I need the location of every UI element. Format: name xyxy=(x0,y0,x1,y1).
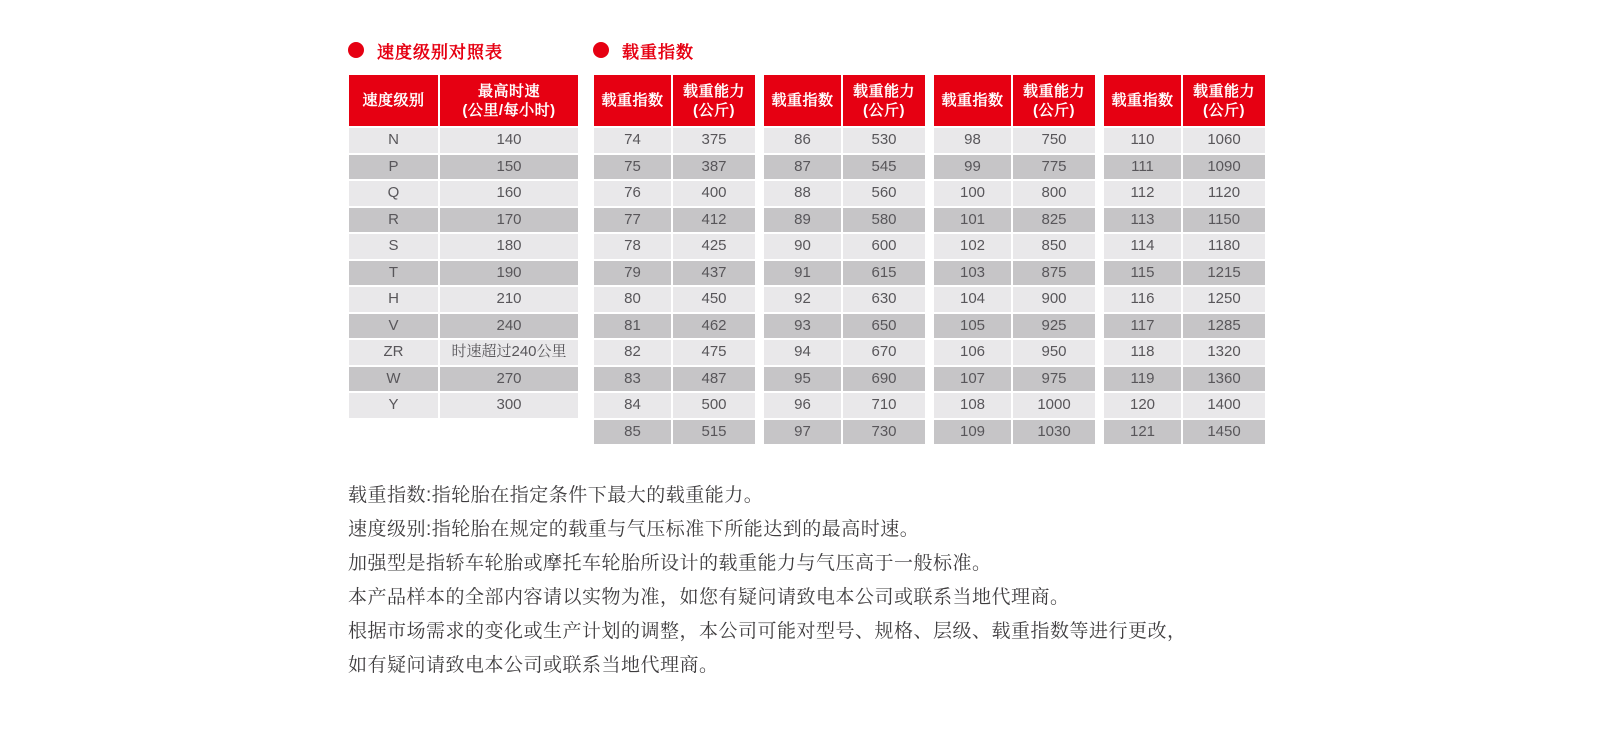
load-capacity-header-line2: (公斤) xyxy=(1203,101,1245,119)
load-capacity-cell: 1450 xyxy=(1182,419,1266,446)
table-row xyxy=(593,392,756,419)
red-dot-icon xyxy=(348,42,364,58)
table-row xyxy=(593,127,756,154)
load-capacity-header-line2: (公斤) xyxy=(693,101,735,119)
table-row xyxy=(1103,366,1266,393)
table-row xyxy=(593,313,756,340)
load-capacity-header-line1: 载重能力 xyxy=(1192,82,1255,100)
load-index-cell: 77 xyxy=(593,207,672,234)
footnote-line: 载重指数:指轮胎在指定条件下最大的载重能力。 xyxy=(348,485,764,506)
load-index-cell: 103 xyxy=(933,260,1012,287)
load-index-cell: 113 xyxy=(1103,207,1182,234)
table-header-row xyxy=(763,74,926,127)
load-index-cell: 84 xyxy=(593,392,672,419)
load-table-body xyxy=(933,127,1096,445)
footnotes xyxy=(348,479,1187,683)
load-index-cell: 86 xyxy=(763,127,842,154)
table-header-row xyxy=(1103,74,1266,127)
footnote-line: 如有疑问请致电本公司或联系当地代理商。 xyxy=(348,655,719,676)
table-row xyxy=(763,313,926,340)
load-capacity-cell: 850 xyxy=(1012,233,1096,260)
table-row xyxy=(933,366,1096,393)
load-capacity-cell: 462 xyxy=(672,313,756,340)
load-table-pairs xyxy=(593,74,1266,445)
load-capacity-cell: 670 xyxy=(842,339,926,366)
load-capacity-cell: 1215 xyxy=(1182,260,1266,287)
load-capacity-header-cell xyxy=(1012,74,1096,127)
load-capacity-cell: 450 xyxy=(672,286,756,313)
table-row xyxy=(593,419,756,446)
table-header-row xyxy=(593,74,756,127)
load-index-cell: 79 xyxy=(593,260,672,287)
speed-table-header xyxy=(348,74,579,127)
load-capacity-cell: 730 xyxy=(842,419,926,446)
load-index-cell: 108 xyxy=(933,392,1012,419)
load-capacity-cell: 650 xyxy=(842,313,926,340)
table-row xyxy=(1103,419,1266,446)
load-capacity-cell: 412 xyxy=(672,207,756,234)
load-capacity-cell: 560 xyxy=(842,180,926,207)
max-speed-cell: 160 xyxy=(439,180,579,207)
footnote-line: 加强型是指轿车轮胎或摩托车轮胎所设计的载重能力与气压高于一般标准。 xyxy=(348,553,992,574)
speed-rating-cell: T xyxy=(348,260,439,287)
speed-section-title xyxy=(348,41,579,62)
load-index-cell: 118 xyxy=(1103,339,1182,366)
load-index-cell: 93 xyxy=(763,313,842,340)
load-capacity-cell: 530 xyxy=(842,127,926,154)
load-table-header xyxy=(1103,74,1266,127)
load-index-cell: 83 xyxy=(593,366,672,393)
load-capacity-cell: 1030 xyxy=(1012,419,1096,446)
load-table-body xyxy=(1103,127,1266,445)
max-speed-header-cell xyxy=(439,74,579,127)
table-row xyxy=(763,419,926,446)
table-row xyxy=(763,339,926,366)
load-capacity-cell: 975 xyxy=(1012,366,1096,393)
speed-table-body xyxy=(348,127,579,419)
load-table-pair-3 xyxy=(933,74,1096,445)
speed-rating-cell: ZR xyxy=(348,339,439,366)
footnote-line: 速度级别:指轮胎在规定的载重与气压标准下所能达到的最高时速。 xyxy=(348,519,920,540)
load-index-cell: 114 xyxy=(1103,233,1182,260)
load-capacity-cell: 630 xyxy=(842,286,926,313)
load-capacity-cell: 600 xyxy=(842,233,926,260)
load-index-cell: 121 xyxy=(1103,419,1182,446)
table-row xyxy=(933,154,1096,181)
table-row xyxy=(348,392,579,419)
load-index-cell: 115 xyxy=(1103,260,1182,287)
table-row xyxy=(1103,233,1266,260)
load-index-cell: 109 xyxy=(933,419,1012,446)
max-speed-cell: 270 xyxy=(439,366,579,393)
load-capacity-cell: 437 xyxy=(672,260,756,287)
table-row xyxy=(348,233,579,260)
load-capacity-cell: 1250 xyxy=(1182,286,1266,313)
load-index-cell: 117 xyxy=(1103,313,1182,340)
load-index-header-cell: 载重指数 xyxy=(933,74,1012,127)
load-table-header xyxy=(933,74,1096,127)
load-capacity-cell: 487 xyxy=(672,366,756,393)
load-capacity-cell: 475 xyxy=(672,339,756,366)
table-row xyxy=(348,260,579,287)
load-capacity-header-line1: 载重能力 xyxy=(1022,82,1085,100)
load-index-cell: 96 xyxy=(763,392,842,419)
load-capacity-cell: 500 xyxy=(672,392,756,419)
load-index-cell: 94 xyxy=(763,339,842,366)
speed-rating-cell: Q xyxy=(348,180,439,207)
table-row xyxy=(348,180,579,207)
load-index-cell: 78 xyxy=(593,233,672,260)
load-index-cell: 90 xyxy=(763,233,842,260)
load-index-cell: 80 xyxy=(593,286,672,313)
table-row xyxy=(1103,313,1266,340)
table-row xyxy=(348,207,579,234)
load-index-header-cell: 载重指数 xyxy=(1103,74,1182,127)
load-index-cell: 116 xyxy=(1103,286,1182,313)
load-capacity-cell: 1400 xyxy=(1182,392,1266,419)
table-row xyxy=(763,366,926,393)
load-table-header xyxy=(763,74,926,127)
table-row xyxy=(1103,154,1266,181)
table-row xyxy=(348,313,579,340)
max-speed-cell: 240 xyxy=(439,313,579,340)
load-capacity-cell: 1360 xyxy=(1182,366,1266,393)
load-index-cell: 99 xyxy=(933,154,1012,181)
speed-rating-cell: R xyxy=(348,207,439,234)
load-index-cell: 101 xyxy=(933,207,1012,234)
table-row xyxy=(933,419,1096,446)
table-row xyxy=(348,286,579,313)
load-capacity-cell: 825 xyxy=(1012,207,1096,234)
table-row xyxy=(593,180,756,207)
max-speed-cell: 170 xyxy=(439,207,579,234)
load-index-cell: 76 xyxy=(593,180,672,207)
load-index-cell: 98 xyxy=(933,127,1012,154)
load-index-cell: 105 xyxy=(933,313,1012,340)
table-row xyxy=(933,207,1096,234)
speed-rating-header-cell: 速度级别 xyxy=(348,74,439,127)
table-row xyxy=(593,260,756,287)
table-row xyxy=(593,366,756,393)
load-capacity-cell: 1000 xyxy=(1012,392,1096,419)
load-capacity-header-cell xyxy=(1182,74,1266,127)
load-index-cell: 119 xyxy=(1103,366,1182,393)
table-row xyxy=(763,180,926,207)
load-capacity-cell: 615 xyxy=(842,260,926,287)
load-index-cell: 88 xyxy=(763,180,842,207)
speed-rating-cell: H xyxy=(348,286,439,313)
table-row xyxy=(933,127,1096,154)
table-row xyxy=(763,260,926,287)
table-row xyxy=(1103,207,1266,234)
max-speed-cell: 210 xyxy=(439,286,579,313)
load-capacity-cell: 1090 xyxy=(1182,154,1266,181)
footnote-line: 本产品样本的全部内容请以实物为准，如您有疑问请致电本公司或联系当地代理商。 xyxy=(348,587,1070,608)
load-capacity-header-cell xyxy=(842,74,926,127)
load-index-cell: 87 xyxy=(763,154,842,181)
load-capacity-cell: 950 xyxy=(1012,339,1096,366)
load-index-cell: 89 xyxy=(763,207,842,234)
table-row xyxy=(1103,286,1266,313)
table-row xyxy=(593,207,756,234)
table-row xyxy=(1103,392,1266,419)
load-capacity-header-cell xyxy=(672,74,756,127)
load-index-cell: 92 xyxy=(763,286,842,313)
table-row xyxy=(933,392,1096,419)
load-table-body xyxy=(593,127,756,445)
load-capacity-cell: 775 xyxy=(1012,154,1096,181)
load-index-cell: 75 xyxy=(593,154,672,181)
speed-rating-cell: N xyxy=(348,127,439,154)
load-capacity-header-line2: (公斤) xyxy=(1033,101,1075,119)
table-row xyxy=(348,339,579,366)
load-index-cell: 95 xyxy=(763,366,842,393)
footnote-line: 根据市场需求的变化或生产计划的调整，本公司可能对型号、规格、层级、载重指数等进行更改， xyxy=(348,621,1187,642)
table-row xyxy=(348,366,579,393)
table-row xyxy=(1103,180,1266,207)
load-capacity-cell: 1150 xyxy=(1182,207,1266,234)
load-section-title-text: 载重指数 xyxy=(622,42,694,62)
load-capacity-cell: 425 xyxy=(672,233,756,260)
load-capacity-cell: 875 xyxy=(1012,260,1096,287)
load-index-header-cell: 载重指数 xyxy=(593,74,672,127)
table-row xyxy=(348,154,579,181)
load-capacity-cell: 1285 xyxy=(1182,313,1266,340)
max-speed-cell: 140 xyxy=(439,127,579,154)
table-row xyxy=(593,233,756,260)
table-row xyxy=(1103,260,1266,287)
load-capacity-cell: 515 xyxy=(672,419,756,446)
speed-rating-table xyxy=(348,74,579,419)
max-speed-cell: 190 xyxy=(439,260,579,287)
speed-rating-cell: S xyxy=(348,233,439,260)
load-index-cell: 111 xyxy=(1103,154,1182,181)
table-row xyxy=(763,207,926,234)
max-speed-cell: 150 xyxy=(439,154,579,181)
load-index-cell: 97 xyxy=(763,419,842,446)
table-row xyxy=(1103,127,1266,154)
load-capacity-header-line1: 载重能力 xyxy=(682,82,745,100)
load-index-cell: 91 xyxy=(763,260,842,287)
load-capacity-cell: 375 xyxy=(672,127,756,154)
speed-rating-cell: W xyxy=(348,366,439,393)
load-capacity-cell: 1120 xyxy=(1182,180,1266,207)
load-table-header xyxy=(593,74,756,127)
table-row xyxy=(933,260,1096,287)
speed-rating-section xyxy=(348,41,579,419)
red-dot-icon xyxy=(593,42,609,58)
load-capacity-cell: 750 xyxy=(1012,127,1096,154)
load-index-section xyxy=(593,41,1266,445)
table-row xyxy=(1103,339,1266,366)
load-table-pair-2 xyxy=(763,74,926,445)
load-capacity-cell: 710 xyxy=(842,392,926,419)
load-capacity-cell: 545 xyxy=(842,154,926,181)
table-row xyxy=(593,154,756,181)
load-capacity-header-line2: (公斤) xyxy=(863,101,905,119)
load-index-cell: 112 xyxy=(1103,180,1182,207)
table-row xyxy=(763,286,926,313)
table-row xyxy=(348,127,579,154)
max-speed-header-line2: (公里/每小时) xyxy=(462,101,556,119)
max-speed-cell: 180 xyxy=(439,233,579,260)
load-table-pair-4 xyxy=(1103,74,1266,445)
load-index-header-cell: 载重指数 xyxy=(763,74,842,127)
load-capacity-cell: 690 xyxy=(842,366,926,393)
load-capacity-cell: 1320 xyxy=(1182,339,1266,366)
load-capacity-cell: 1060 xyxy=(1182,127,1266,154)
table-row xyxy=(933,180,1096,207)
load-table-body xyxy=(763,127,926,445)
load-table-pair-1 xyxy=(593,74,756,445)
load-index-cell: 81 xyxy=(593,313,672,340)
speed-rating-cell: V xyxy=(348,313,439,340)
load-capacity-cell: 1180 xyxy=(1182,233,1266,260)
table-row xyxy=(593,286,756,313)
table-row xyxy=(933,339,1096,366)
load-index-cell: 104 xyxy=(933,286,1012,313)
load-capacity-cell: 800 xyxy=(1012,180,1096,207)
max-speed-cell: 300 xyxy=(439,392,579,419)
table-row xyxy=(763,233,926,260)
load-index-cell: 100 xyxy=(933,180,1012,207)
load-capacity-cell: 387 xyxy=(672,154,756,181)
speed-section-title-text: 速度级别对照表 xyxy=(377,42,503,62)
load-index-cell: 102 xyxy=(933,233,1012,260)
load-capacity-cell: 925 xyxy=(1012,313,1096,340)
load-index-cell: 82 xyxy=(593,339,672,366)
load-capacity-cell: 580 xyxy=(842,207,926,234)
load-index-cell: 85 xyxy=(593,419,672,446)
table-header-row xyxy=(933,74,1096,127)
load-index-cell: 74 xyxy=(593,127,672,154)
table-row xyxy=(763,392,926,419)
table-row xyxy=(933,313,1096,340)
table-row xyxy=(593,339,756,366)
load-index-cell: 110 xyxy=(1103,127,1182,154)
load-capacity-header-line1: 载重能力 xyxy=(852,82,915,100)
load-capacity-cell: 900 xyxy=(1012,286,1096,313)
table-header-row xyxy=(348,74,579,127)
load-index-cell: 106 xyxy=(933,339,1012,366)
max-speed-header-line1: 最高时速 xyxy=(477,82,540,100)
speed-rating-cell: Y xyxy=(348,392,439,419)
load-capacity-cell: 400 xyxy=(672,180,756,207)
table-row xyxy=(933,233,1096,260)
table-row xyxy=(763,127,926,154)
load-index-cell: 120 xyxy=(1103,392,1182,419)
load-section-title xyxy=(593,41,1266,62)
load-index-cell: 107 xyxy=(933,366,1012,393)
speed-rating-cell: P xyxy=(348,154,439,181)
table-row xyxy=(763,154,926,181)
max-speed-cell: 时速超过240公里 xyxy=(439,339,579,366)
table-row xyxy=(933,286,1096,313)
